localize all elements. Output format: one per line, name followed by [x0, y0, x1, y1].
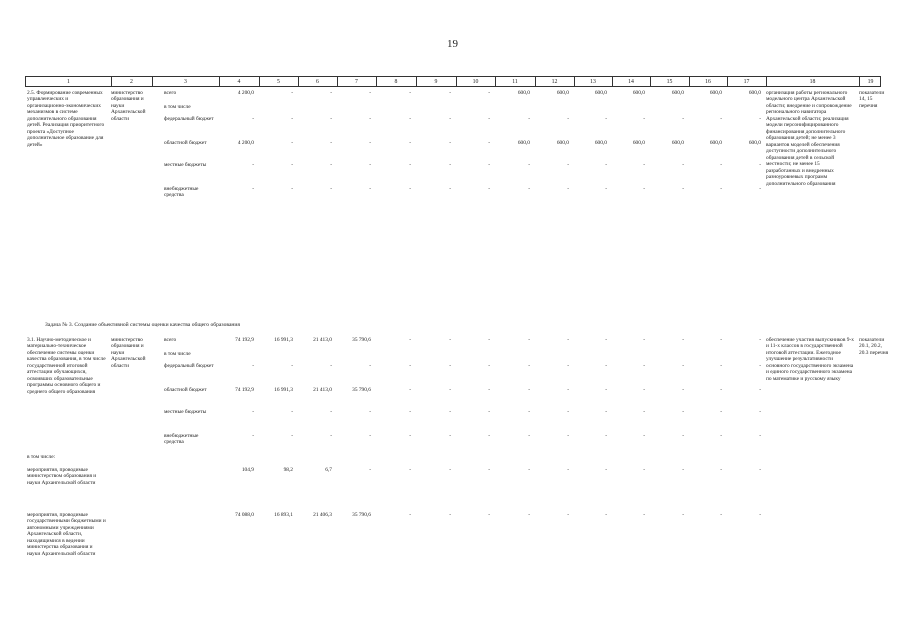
value-cell: - — [643, 186, 645, 192]
value-cell: - — [720, 409, 722, 415]
page-number: 19 — [447, 38, 458, 50]
value-cell: - — [409, 409, 411, 415]
value-cell: 600,0 — [556, 90, 569, 96]
value-cell: - — [488, 512, 490, 518]
value-cell: - — [605, 467, 607, 473]
value-cell: - — [409, 116, 411, 122]
column-divider — [612, 77, 613, 86]
funding-source-label: всего — [164, 90, 177, 96]
value-cell: - — [449, 363, 451, 369]
value-cell: - — [369, 162, 371, 168]
value-cell: - — [528, 162, 530, 168]
value-cell: - — [369, 363, 371, 369]
funding-source-label: областной бюджет — [164, 140, 207, 146]
value-cell: - — [643, 409, 645, 415]
value-cell: 74 192,9 — [235, 387, 254, 393]
value-cell: 600,0 — [594, 90, 607, 96]
value-cell: - — [605, 433, 607, 439]
value-cell: 600,0 — [632, 140, 645, 146]
column-header-row — [25, 76, 881, 87]
value-cell: 35 790,6 — [352, 512, 371, 518]
value-cell: - — [682, 387, 684, 393]
value-cell: - — [682, 433, 684, 439]
column-divider — [111, 77, 112, 86]
value-cell: - — [291, 162, 293, 168]
indicators: показатели 20.1, 20.2, 20.3 перечня — [859, 337, 889, 356]
value-cell: - — [252, 363, 254, 369]
value-cell: 4 200,0 — [237, 90, 254, 96]
value-cell: - — [528, 409, 530, 415]
funding-source-label: местные бюджеты — [164, 162, 207, 168]
value-cell: - — [291, 186, 293, 192]
row-description: мероприятия, проводимые государственными бюджетными и автономными учреждениями Архангельской области, находящимися в ведении министерства образования и науки Архангельской области — [27, 512, 106, 557]
task-3-title: Задача № 3. Создание объективной системы оценки качества общего образования — [45, 322, 240, 328]
value-cell: - — [528, 387, 530, 393]
value-cell: - — [605, 512, 607, 518]
value-cell: - — [720, 162, 722, 168]
column-header-6: 6 — [316, 78, 319, 85]
column-header-9: 9 — [434, 78, 438, 85]
value-cell: 16 991,3 — [274, 337, 293, 343]
column-divider — [298, 77, 299, 86]
value-cell: 74 088,0 — [235, 512, 254, 518]
column-divider — [152, 77, 153, 86]
value-cell: - — [369, 467, 371, 473]
row-subheader: в том числе: — [27, 454, 56, 460]
column-divider — [766, 77, 767, 86]
value-cell: - — [449, 116, 451, 122]
value-cell: 4 200,0 — [237, 140, 254, 146]
row-description: 3.1. Научно-методическое и материально-техническое обеспечение системы оценки качества образования, в том числе государственной итоговой аттестации обучающихся, освоивших образовательные программы основного общего и среднего общего образования — [27, 337, 106, 395]
column-divider — [535, 77, 536, 86]
value-cell: - — [759, 467, 761, 473]
value-cell: 16 991,3 — [274, 387, 293, 393]
value-cell: 600,0 — [748, 90, 761, 96]
value-cell: - — [449, 433, 451, 439]
value-cell: - — [528, 186, 530, 192]
funding-source-label: областной бюджет — [164, 387, 207, 393]
value-cell: - — [449, 409, 451, 415]
value-cell: 21 413,0 — [313, 387, 332, 393]
value-cell: - — [528, 512, 530, 518]
column-divider — [416, 77, 417, 86]
funding-source-label: в том числе — [164, 104, 191, 110]
value-cell: 600,0 — [671, 90, 684, 96]
value-cell: - — [682, 467, 684, 473]
value-cell: - — [252, 162, 254, 168]
value-cell: - — [682, 409, 684, 415]
column-header-4: 4 — [237, 78, 241, 85]
value-cell: - — [643, 433, 645, 439]
executor: министерство образования и науки Архангельской области — [111, 90, 146, 122]
value-cell: - — [409, 433, 411, 439]
column-header-16: 16 — [705, 78, 711, 85]
funding-source-label: в том числе — [164, 351, 191, 357]
value-cell: 74 192,9 — [235, 337, 254, 343]
column-divider — [259, 77, 260, 86]
funding-source-label: федеральный бюджет — [164, 363, 214, 369]
value-cell: - — [488, 363, 490, 369]
value-cell: - — [449, 387, 451, 393]
value-cell: - — [369, 433, 371, 439]
value-cell: - — [369, 140, 371, 146]
value-cell: - — [330, 140, 332, 146]
value-cell: - — [409, 387, 411, 393]
value-cell: - — [330, 433, 332, 439]
column-header-18: 18 — [809, 78, 816, 85]
column-header-10: 10 — [472, 78, 479, 85]
value-cell: - — [330, 363, 332, 369]
indicators: показатели 14, 15 перечня — [859, 90, 885, 109]
value-cell: - — [759, 512, 761, 518]
value-cell: - — [330, 186, 332, 192]
value-cell: - — [759, 433, 761, 439]
value-cell: - — [449, 512, 451, 518]
value-cell: - — [567, 433, 569, 439]
value-cell: - — [720, 512, 722, 518]
value-cell: - — [720, 363, 722, 369]
value-cell: - — [488, 387, 490, 393]
value-cell: - — [720, 116, 722, 122]
value-cell: - — [449, 162, 451, 168]
value-cell: - — [605, 337, 607, 343]
value-cell: - — [528, 337, 530, 343]
column-header-11: 11 — [512, 78, 518, 85]
value-cell: - — [330, 90, 332, 96]
value-cell: 104,9 — [241, 467, 254, 473]
funding-source-label: местные бюджеты — [164, 409, 207, 415]
row-description: мероприятия, проводимые министерством образования и науки Архангельской области — [27, 467, 97, 486]
expected-results: обеспечение участия выпускников 9-х и 11-х классов в государственной итоговой аттестации. Ежегодное улучшение результативности основного государственного экзамена и единого государственного экзамена по математике и русскому языку — [766, 337, 854, 382]
value-cell: 35 790,6 — [352, 387, 371, 393]
value-cell: 600,0 — [709, 140, 722, 146]
value-cell: - — [643, 467, 645, 473]
value-cell: - — [567, 467, 569, 473]
value-cell: - — [643, 116, 645, 122]
column-divider — [337, 77, 338, 86]
value-cell: - — [682, 186, 684, 192]
value-cell: - — [449, 90, 451, 96]
value-cell: - — [488, 162, 490, 168]
value-cell: - — [528, 433, 530, 439]
column-divider — [376, 77, 377, 86]
value-cell: - — [720, 387, 722, 393]
column-header-5: 5 — [277, 78, 280, 85]
value-cell: 16 893,1 — [274, 512, 293, 518]
value-cell: - — [528, 363, 530, 369]
value-cell: - — [409, 140, 411, 146]
column-header-1: 1 — [67, 78, 70, 85]
value-cell: - — [567, 409, 569, 415]
column-header-15: 15 — [666, 78, 673, 85]
value-cell: - — [567, 337, 569, 343]
value-cell: - — [409, 90, 411, 96]
column-divider — [689, 77, 690, 86]
value-cell: - — [488, 186, 490, 192]
value-cell: - — [291, 90, 293, 96]
value-cell: - — [252, 116, 254, 122]
value-cell: - — [291, 116, 293, 122]
value-cell: - — [252, 186, 254, 192]
value-cell: - — [643, 363, 645, 369]
value-cell: - — [643, 512, 645, 518]
value-cell: - — [488, 433, 490, 439]
value-cell: - — [488, 140, 490, 146]
value-cell: - — [759, 186, 761, 192]
value-cell: 600,0 — [671, 140, 684, 146]
value-cell: - — [605, 363, 607, 369]
column-header-17: 17 — [743, 78, 750, 85]
value-cell: - — [567, 162, 569, 168]
column-header-3: 3 — [184, 78, 187, 85]
column-header-19: 19 — [867, 78, 874, 85]
funding-source-label: внебюджетные средства — [164, 186, 199, 199]
column-divider — [495, 77, 496, 86]
value-cell: - — [682, 512, 684, 518]
value-cell: - — [643, 162, 645, 168]
value-cell: - — [488, 467, 490, 473]
budget-table — [25, 76, 889, 557]
value-cell: - — [449, 337, 451, 343]
executor: министерство образования и науки Архангельской области — [111, 337, 146, 369]
value-cell: 600,0 — [709, 90, 722, 96]
column-header-14: 14 — [628, 78, 634, 85]
value-cell: - — [682, 116, 684, 122]
value-cell: 600,0 — [517, 90, 530, 96]
value-cell: - — [449, 186, 451, 192]
column-header-12: 12 — [551, 78, 558, 85]
row-description: 2.5. Формирование современных управленческих и организационно-экономических механизмов в системе дополнительного образования детей. Реализация приоритетного проекта «Доступное дополнительное образование для детей» — [27, 90, 105, 148]
value-cell: - — [759, 363, 761, 369]
value-cell: - — [488, 337, 490, 343]
value-cell: 600,0 — [594, 140, 607, 146]
value-cell: - — [291, 409, 293, 415]
value-cell: - — [720, 337, 722, 343]
value-cell: - — [605, 409, 607, 415]
value-cell: - — [330, 409, 332, 415]
value-cell: - — [449, 467, 451, 473]
value-cell: - — [720, 467, 722, 473]
value-cell: - — [488, 116, 490, 122]
column-divider — [574, 77, 575, 86]
value-cell: - — [605, 387, 607, 393]
value-cell: - — [528, 116, 530, 122]
value-cell: - — [567, 186, 569, 192]
value-cell: - — [759, 409, 761, 415]
value-cell: - — [567, 363, 569, 369]
value-cell: - — [759, 162, 761, 168]
value-cell: - — [291, 433, 293, 439]
value-cell: - — [567, 512, 569, 518]
column-header-8: 8 — [394, 78, 398, 85]
value-cell: - — [369, 409, 371, 415]
funding-source-label: всего — [164, 337, 177, 343]
value-cell: - — [369, 90, 371, 96]
column-header-2: 2 — [130, 78, 133, 85]
value-cell: 21 413,0 — [313, 337, 332, 343]
funding-source-label: федеральный бюджет — [164, 116, 214, 122]
value-cell: 600,0 — [517, 140, 530, 146]
column-divider — [650, 77, 651, 86]
column-divider — [219, 77, 220, 86]
value-cell: - — [682, 363, 684, 369]
expected-results: организация работы регионального модельного центра Архангельской области; внедрение и сопровождение регионального навигатора Архангельской области; реализация модели персонифицированного финансирования дополнительного образования детей; не менее 3 вариантов моделей обеспечения доступности дополнительного образования детей в сельской местности; не менее 15 разработанных и внедренных разноуровневых программ дополнительного образования — [766, 90, 852, 187]
value-cell: - — [409, 467, 411, 473]
value-cell: - — [759, 116, 761, 122]
value-cell: - — [682, 337, 684, 343]
value-cell: - — [567, 387, 569, 393]
value-cell: - — [409, 363, 411, 369]
value-cell: - — [682, 162, 684, 168]
value-cell: - — [488, 90, 490, 96]
value-cell: - — [643, 387, 645, 393]
value-cell: - — [605, 186, 607, 192]
value-cell: - — [759, 337, 761, 343]
value-cell: - — [330, 162, 332, 168]
column-divider — [456, 77, 457, 86]
value-cell: - — [643, 337, 645, 343]
column-divider — [859, 77, 860, 86]
value-cell: 35 790,6 — [352, 337, 371, 343]
funding-source-label: внебюджетные средства — [164, 433, 199, 446]
value-cell: - — [409, 162, 411, 168]
value-cell: - — [369, 186, 371, 192]
value-cell: - — [720, 433, 722, 439]
value-cell: 21 406,3 — [313, 512, 332, 518]
value-cell: - — [409, 337, 411, 343]
value-cell: 600,0 — [632, 90, 645, 96]
value-cell: 6,7 — [325, 467, 332, 473]
value-cell: 98,2 — [283, 467, 293, 473]
value-cell: - — [369, 116, 371, 122]
value-cell: - — [720, 186, 722, 192]
column-header-7: 7 — [355, 78, 358, 85]
value-cell: - — [252, 433, 254, 439]
value-cell: - — [605, 116, 607, 122]
value-cell: - — [528, 467, 530, 473]
value-cell: - — [449, 140, 451, 146]
value-cell: - — [759, 387, 761, 393]
value-cell: 600,0 — [556, 140, 569, 146]
value-cell: - — [291, 140, 293, 146]
value-cell: - — [409, 186, 411, 192]
value-cell: - — [488, 409, 490, 415]
value-cell: - — [567, 116, 569, 122]
value-cell: - — [605, 162, 607, 168]
value-cell: - — [409, 512, 411, 518]
column-header-13: 13 — [590, 78, 596, 85]
value-cell: 600,0 — [748, 140, 761, 146]
value-cell: - — [252, 409, 254, 415]
value-cell: - — [330, 116, 332, 122]
column-divider — [727, 77, 728, 86]
value-cell: - — [291, 363, 293, 369]
